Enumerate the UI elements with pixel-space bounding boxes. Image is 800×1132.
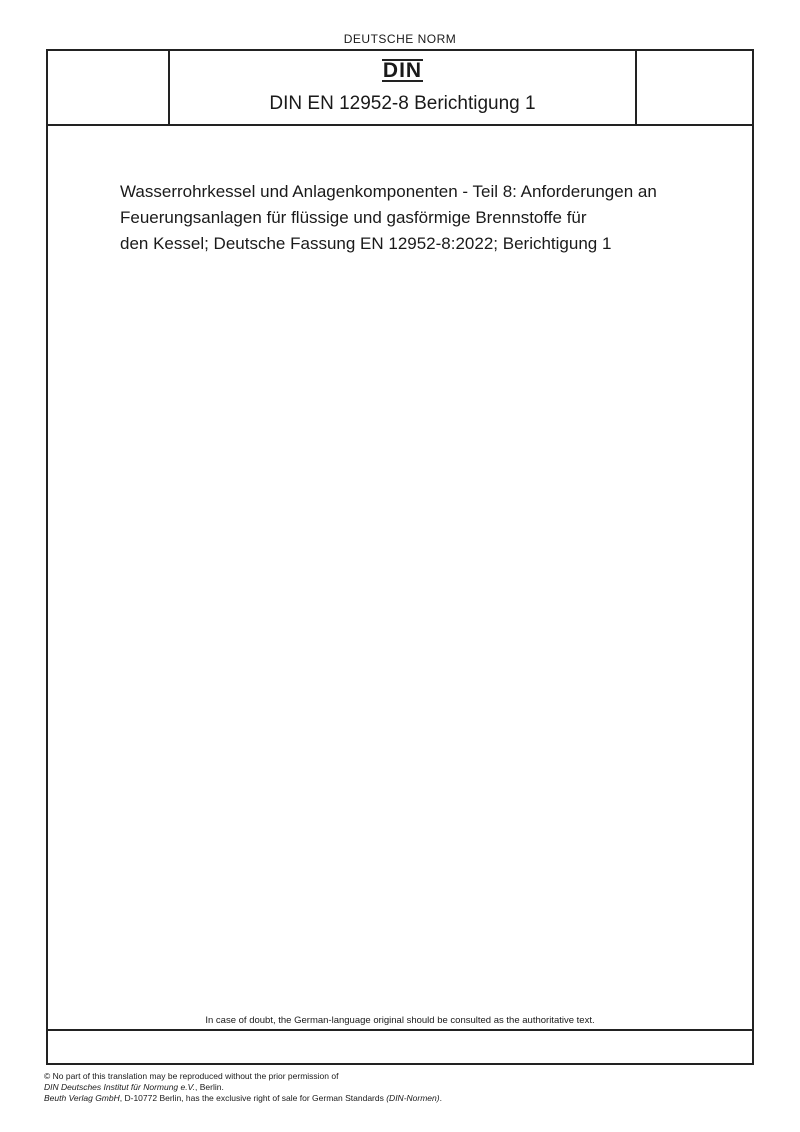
header-cell-left [48,51,170,124]
din-normen-label: (DIN-Normen) [386,1093,440,1103]
document-number: DIN EN 12952-8 Berichtigung 1 [269,93,536,114]
document-title [120,179,720,257]
copyright-line-2-rest: , Berlin. [195,1082,224,1092]
copyright-notice [44,1071,744,1104]
header-row [48,51,752,126]
title-line: Feuerungsanlagen für flüssige und gasförmige Brennstoffe für [120,208,587,227]
doubt-note: In case of doubt, the German-language original should be consulted as the authoritative text. [205,1015,595,1026]
title-line: Wasserrohrkessel und Anlagenkomponenten - Teil 8: Anforderungen an [120,182,657,201]
copyright-line-2 [44,1082,744,1093]
header-cell-center [170,51,635,124]
footer-row [48,1029,752,1063]
copyright-line-1: © No part of this translation may be reproduced without the prior permission of [44,1071,339,1081]
din-logo-text: DIN [382,59,423,82]
din-institute-name: DIN Deutsches Institut für Normung e.V. [44,1082,196,1092]
din-logo [170,59,635,82]
document-frame [46,49,754,1065]
copyright-line-3-mid: , D-10772 Berlin, has the exclusive right of sale for German Standards [119,1093,387,1103]
copyright-line-3-end: . [439,1093,442,1103]
publisher-name: Beuth Verlag GmbH [44,1093,120,1103]
title-line: den Kessel; Deutsche Fassung EN 12952-8:2022; Berichtigung 1 [120,234,612,253]
top-label: DEUTSCHE NORM [343,32,457,46]
header-cell-right [635,51,752,124]
copyright-line-3 [44,1093,744,1104]
